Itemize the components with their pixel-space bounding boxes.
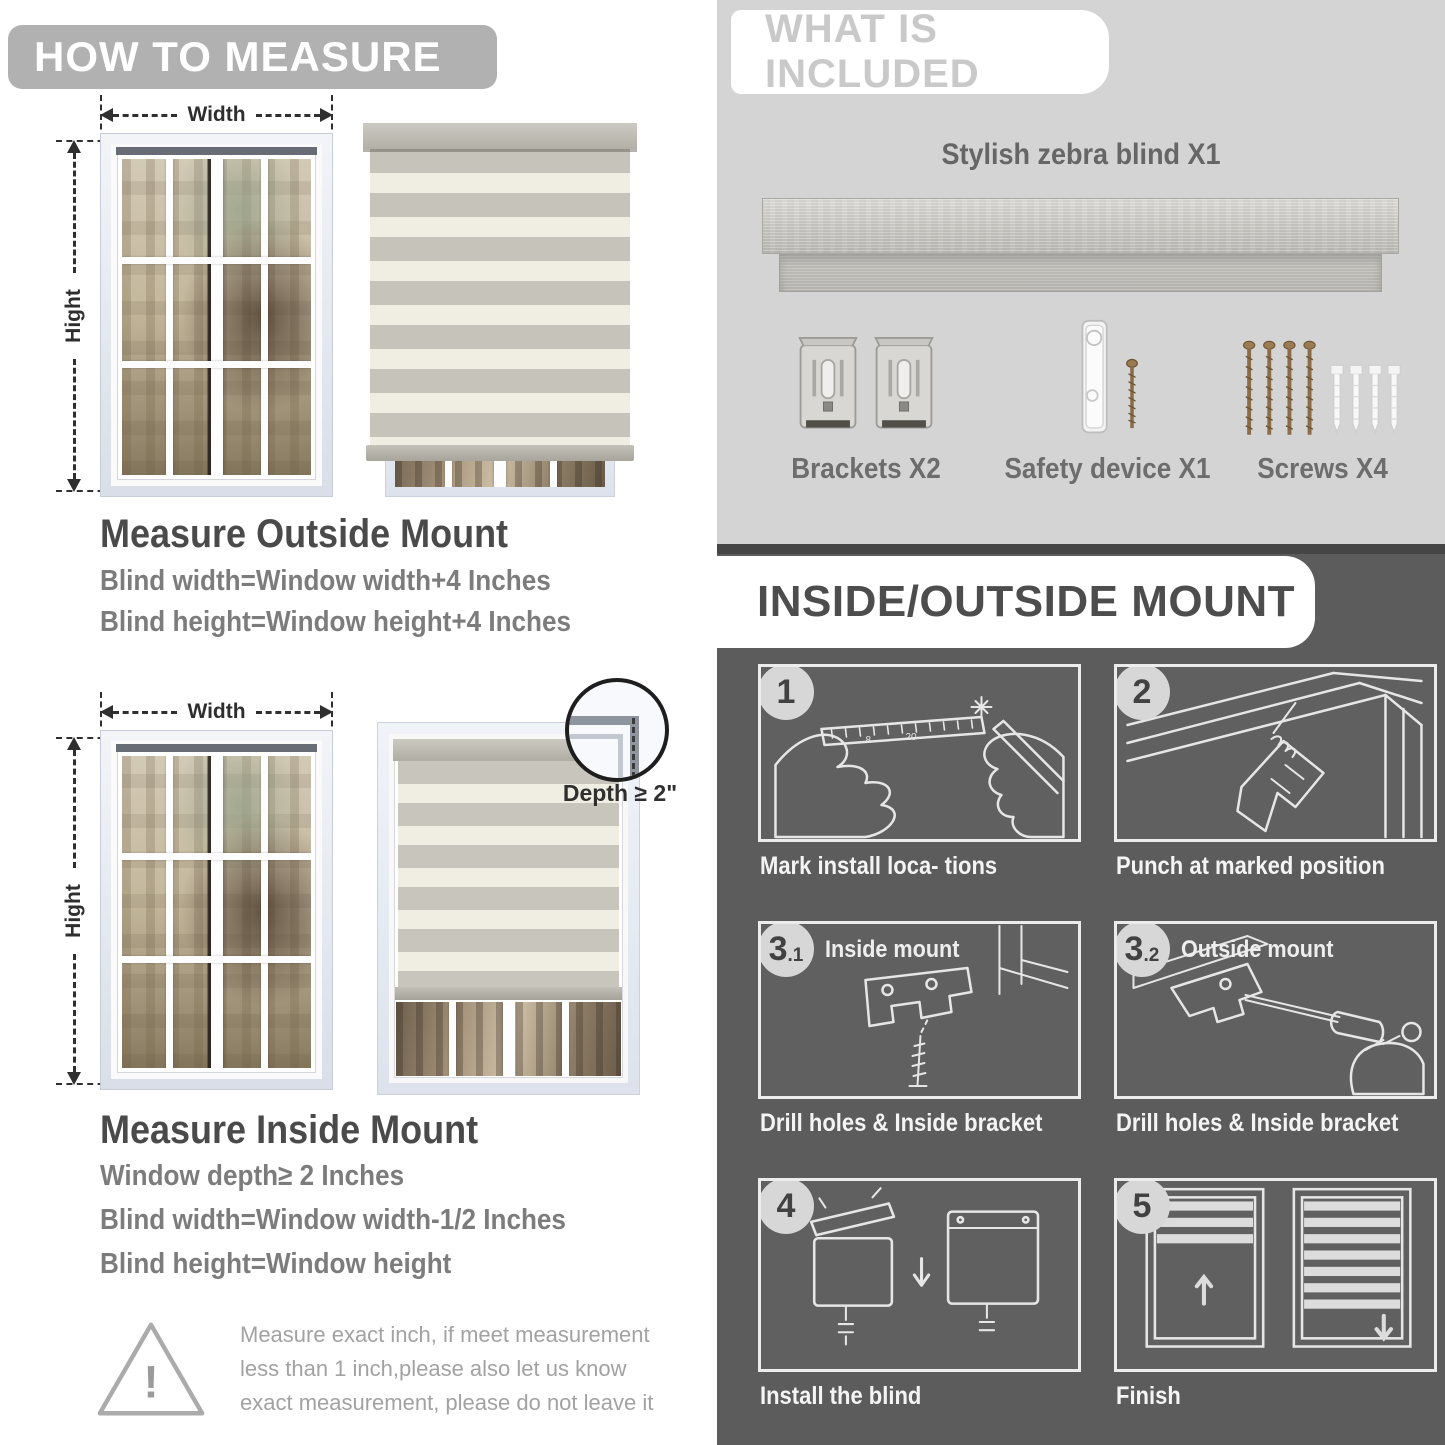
arrow-down-icon — [67, 1072, 81, 1085]
mount-step-3-2 — [1114, 921, 1437, 1178]
blind-item-label: Stylish zebra blind X1 — [941, 138, 1221, 171]
step-number-badge: 1 — [758, 664, 814, 720]
height-label: Hight — [62, 884, 85, 938]
mount-step-4 — [758, 1178, 1081, 1445]
width-label: Width — [187, 700, 246, 723]
mount-step-5 — [1114, 1178, 1437, 1445]
included-item-safety-device — [987, 318, 1229, 486]
outside-mount-line1: Blind width=Window width+4 Inches — [100, 565, 551, 597]
window-glass — [122, 756, 311, 1068]
what-is-included-title: WHAT IS INCLUDED — [765, 7, 980, 96]
arrow-down-icon — [67, 479, 81, 492]
step-caption: Install the blind — [760, 1382, 922, 1410]
inside-outside-mount-section — [717, 554, 1445, 1445]
item-label: Screws X4 — [1257, 453, 1389, 485]
depth-label: Depth ≥ 2" — [562, 780, 678, 806]
step-number-badge: 2 — [1114, 664, 1170, 720]
blind-headrail — [363, 123, 637, 149]
step-number-badge: 5 — [1114, 1178, 1170, 1234]
mount-step-1 — [758, 664, 1081, 921]
step-caption: Finish — [1115, 1382, 1181, 1410]
window-lintel — [116, 147, 317, 155]
included-item-screws — [1229, 334, 1417, 486]
arrow-right-icon — [320, 705, 333, 719]
inside-mount-line2: Blind width=Window width-1/2 Inches — [100, 1204, 566, 1236]
inside-mount-title: Measure Inside Mount — [100, 1108, 479, 1152]
mount-step-2 — [1114, 664, 1437, 921]
mount-step-3-1 — [758, 921, 1081, 1178]
item-label: Brackets X2 — [791, 453, 941, 485]
svg-text:20: 20 — [905, 732, 917, 743]
height-arrow — [62, 140, 86, 492]
window-lintel — [116, 744, 317, 752]
inside-mount-line1: Window depth≥ 2 Inches — [100, 1160, 405, 1192]
step-caption: Drill holes & Inside bracket — [760, 1109, 1043, 1137]
safety-device-icon — [1077, 318, 1139, 437]
width-arrow — [100, 103, 333, 127]
arrow-right-icon — [320, 108, 333, 122]
mount-header — [717, 556, 1315, 648]
width-label: Width — [187, 103, 246, 126]
step-number-badge: 4 — [758, 1178, 814, 1234]
depth-detail-magnifier — [565, 678, 669, 782]
what-is-included-header — [731, 7, 1109, 96]
included-items-row — [745, 318, 1417, 486]
bracket-icon — [796, 334, 936, 437]
warning-icon — [92, 1316, 210, 1422]
svg-text:8: 8 — [865, 735, 872, 746]
section-divider-band — [717, 544, 1445, 554]
mount-title: INSIDE/OUTSIDE MOUNT — [757, 577, 1296, 626]
arrow-up-icon — [67, 737, 81, 750]
outside-mount-title: Measure Outside Mount — [100, 512, 509, 556]
arrow-up-icon — [67, 140, 81, 153]
headrail-image-bottom — [779, 253, 1382, 292]
included-item-brackets — [745, 334, 987, 486]
screws-icon — [1239, 334, 1407, 437]
blind-bottom-rail — [366, 445, 634, 461]
blind-zebra-stripes — [370, 149, 630, 445]
right-column — [717, 0, 1445, 1445]
how-to-measure-title: HOW TO MEASURE — [34, 33, 442, 80]
outside-mount-line2: Blind height=Window height+4 Inches — [100, 606, 572, 638]
mount-steps-grid — [758, 664, 1398, 1445]
window-illustration-inside — [100, 730, 333, 1090]
step-caption: Drill holes & Inside bracket — [1115, 1109, 1399, 1137]
headrail-image-top — [762, 198, 1399, 254]
step-caption: Mark install loca- tions — [760, 852, 998, 880]
window-illustration-outside — [100, 133, 333, 497]
blind-bottom-rail — [395, 987, 622, 1000]
step-number-badge: 3 .1 — [758, 921, 814, 977]
svg-text:!: ! — [143, 1356, 159, 1408]
step-inner-label: Outside mount — [1180, 936, 1334, 963]
width-arrow — [100, 700, 333, 724]
how-to-measure-header — [8, 25, 497, 89]
measurement-warning-text: Measure exact inch, if meet measurement less than 1 inch,please also let us know exact measurement, please do not leave it — [240, 1322, 654, 1416]
window-glass — [396, 1002, 621, 1076]
how-to-measure-section — [0, 0, 717, 1445]
arrow-left-icon — [100, 108, 113, 122]
step-number-badge: 3 .2 — [1114, 921, 1170, 977]
item-label: Safety device X1 — [1004, 453, 1211, 485]
window-glass — [122, 159, 311, 475]
arrow-left-icon — [100, 705, 113, 719]
inside-mount-line3: Blind height=Window height — [100, 1248, 452, 1280]
height-arrow — [62, 737, 86, 1085]
height-label: Hight — [62, 289, 85, 343]
step-inner-label: Inside mount — [825, 936, 960, 963]
step-caption: Punch at marked position — [1115, 852, 1385, 880]
what-is-included-section — [717, 0, 1445, 544]
zebra-blind-outside-mount — [363, 123, 637, 497]
